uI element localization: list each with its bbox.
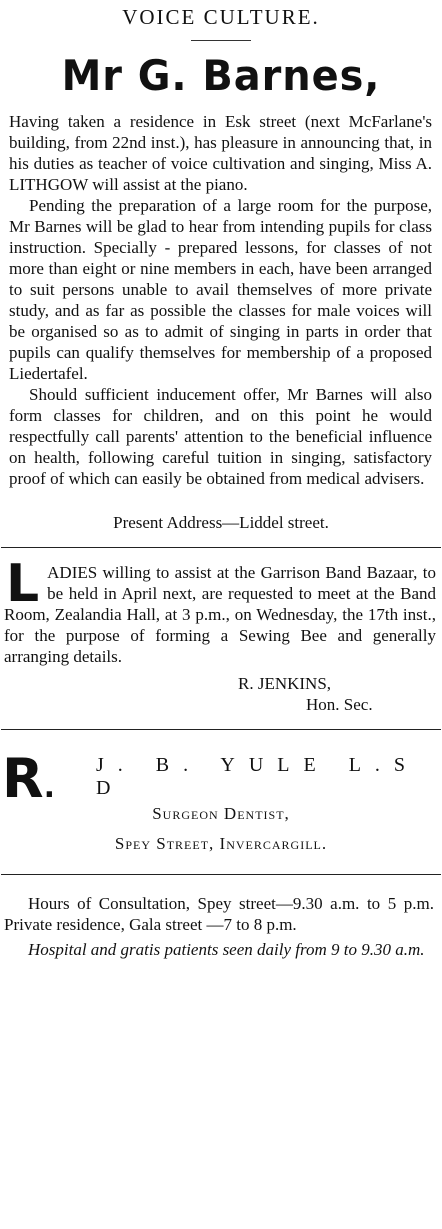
present-address: Present Address—Liddel street. xyxy=(113,513,329,532)
divider-rule xyxy=(1,729,441,730)
ladies-notice xyxy=(0,554,442,667)
voice-culture-body xyxy=(0,111,442,489)
divider-rule xyxy=(1,874,441,875)
hospital-note: Hospital and gratis patients seen daily from 9 to 9.30 a.m. xyxy=(28,940,425,959)
short-divider xyxy=(191,40,251,41)
dentist-address: Spey Street, Invercargill. xyxy=(114,834,328,853)
paragraph-3: Should sufficient inducement offer, Mr Barnes will also form classes for children, and on this point he would respectfully call parents' attention to the beneficial influence on health, following careful tuition in singing, satisfactory proof of which can easily be obtained from medical advisers. xyxy=(9,385,432,488)
initial-dot: . xyxy=(43,770,55,805)
dentist-name: J. B. YULE L.S D xyxy=(96,754,420,799)
hours-text: Hours of Consultation, Spey street—9.30 a.m. to 5 p.m. Private residence, Gala street —7 to 8 p.m. xyxy=(4,894,434,934)
advertiser-name: Mr G. Barnes, xyxy=(61,51,381,100)
divider-rule xyxy=(1,547,441,548)
signature-block xyxy=(0,673,442,715)
ad-heading-voice-culture: VOICE CULTURE. xyxy=(122,5,320,29)
paragraph-2: Pending the preparation of a large room for the purpose, Mr Barnes will be glad to hear from intending pupils for class instruction. Specially - prepared lessons, for classes of not more than eight or nine members in each, have been arranged to suit persons unable to avail themselves of more private study, and as far as possible the classes for male voices will be organised so as to admit of singing in parts in order that pupils can qualify themselves for membership of a proposed Liedertafel. xyxy=(9,196,432,383)
paragraph-1: Having taken a residence in Esk street (next McFarlane's building, from 22nd inst.), has pleasure in announcing that, in his duties as teacher of voice cultivation and singing, Miss A. LITHGOW will assist at the piano. xyxy=(9,112,432,194)
dropcap-letter: L xyxy=(6,554,40,614)
consultation-hours xyxy=(0,893,442,960)
notice-text: ADIES willing to assist at the Garrison Band Bazaar, to be held in April next, are requested to meet at the Band Room, Zealandia Hall, at 3 p.m., on Wednesday, the 17th inst., for the purpose of forming a Sewing Bee and generally arranging details. xyxy=(4,563,436,666)
dentist-ad-header xyxy=(0,748,442,858)
dentist-title: Surgeon Dentist, xyxy=(152,804,290,823)
signature-title: Hon. Sec. xyxy=(306,695,373,714)
signature-name: R. JENKINS, xyxy=(238,674,332,693)
initial-letter: R xyxy=(2,747,44,810)
